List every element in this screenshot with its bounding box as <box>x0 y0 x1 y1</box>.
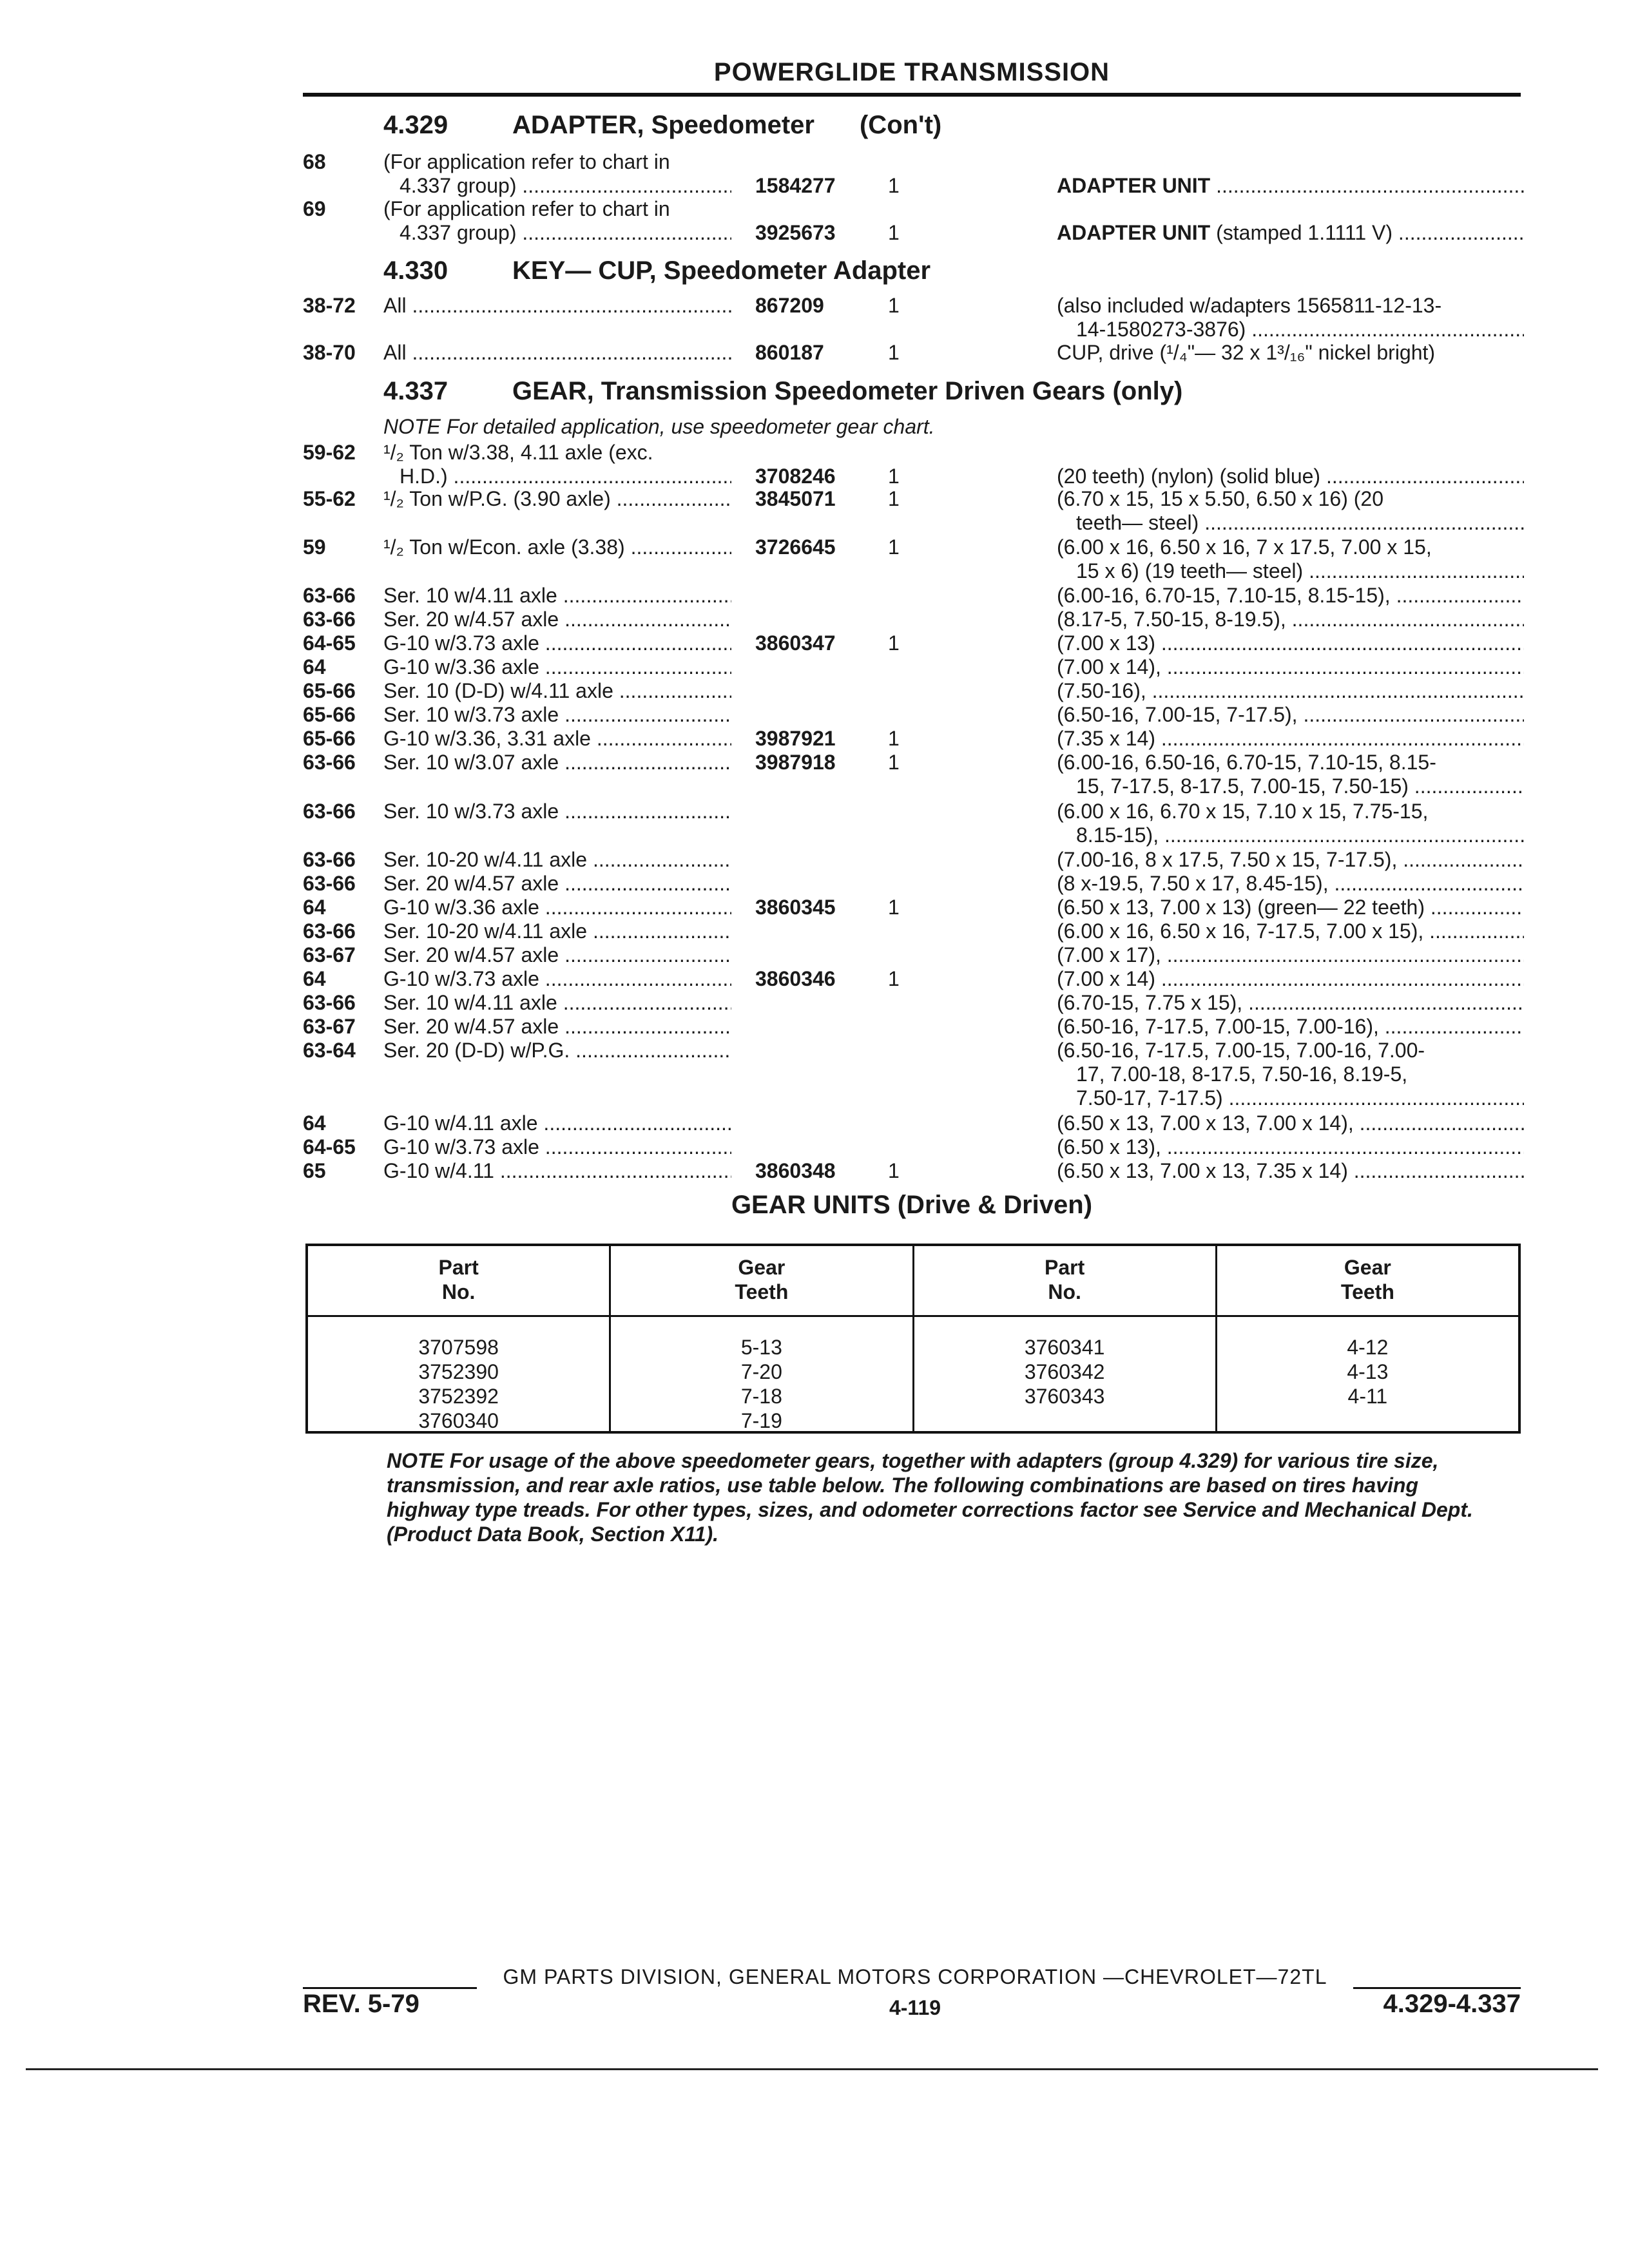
description-text: G-10 w/3.73 axle ..... <box>383 1135 731 1158</box>
description <box>383 726 731 751</box>
description <box>383 1038 731 1062</box>
quantity: 1 <box>888 221 900 244</box>
row-line <box>0 173 1629 198</box>
description <box>383 1135 731 1159</box>
cell: 4-11 <box>1347 1385 1388 1408</box>
remarks <box>1057 220 1524 245</box>
quantity: 1 <box>888 967 900 990</box>
remarks-text: 15, 7-17.5, 8-17.5, 7.00-15, 7.50-15) ..... <box>1076 774 1524 798</box>
remarks-text: (6.00 x 16, 6.70 x 15, 7.10 x 15, 7.75-15, <box>1057 800 1429 823</box>
description <box>383 340 731 365</box>
section-number: 4.330 <box>383 256 448 285</box>
row-line <box>0 919 1629 943</box>
remarks <box>1057 340 1524 365</box>
year-range: 59-62 <box>303 441 356 464</box>
cell: 3752392 <box>418 1385 499 1408</box>
remarks <box>1057 631 1524 655</box>
year-range: 63-66 <box>303 848 356 871</box>
description-text: Ser. 20 w/4.57 axle ..... <box>383 608 731 631</box>
gear-units-title: GEAR UNITS (Drive & Driven) <box>731 1191 1093 1219</box>
row-line <box>0 1062 1629 1086</box>
remarks-text: (7.50-16), ..... <box>1057 679 1524 702</box>
description-text: ¹/₂ Ton w/Econ. axle (3.38) ..... <box>383 535 731 559</box>
cell: 5-13 <box>740 1336 782 1359</box>
gear-col-part-1 <box>308 1246 611 1431</box>
row-line <box>0 631 1629 655</box>
remarks-text: (6.50 x 13, 7.00 x 13, 7.35 x 14) ..... <box>1057 1159 1524 1182</box>
remarks <box>1076 510 1524 535</box>
remarks-text: (6.50-16, 7-17.5, 7.00-15, 7.00-16, 7.00- <box>1057 1039 1425 1062</box>
remarks-text: 17, 7.00-18, 8-17.5, 7.50-16, 8.19-5, <box>1076 1062 1408 1086</box>
usage-note: NOTE For usage of the above speedometer gears, together with adapters (group 4.329) for various tire size, transmission, and rear axle ratios, use table below. The following combinations are based on tires having highway type treads. For other types, sizes, and odometer corrections factor see Service and Mechanical Dept. (Product Data Book, Section X11). <box>387 1449 1473 1546</box>
section-header-4337 <box>383 377 1182 406</box>
row-line <box>0 1038 1629 1062</box>
remarks-bold: ADAPTER UNIT <box>1057 221 1211 244</box>
cell: 7-20 <box>740 1360 782 1383</box>
page-title: POWERGLIDE TRANSMISSION <box>713 58 1110 86</box>
year-range: 63-66 <box>303 608 356 631</box>
description-text: ¹/₂ Ton w/3.38, 4.11 axle (exc. <box>383 441 653 464</box>
description-text: G-10 w/4.11 axle ..... <box>383 1111 731 1135</box>
col-header-line: Gear <box>1344 1256 1391 1279</box>
year-range: 63-67 <box>303 943 356 966</box>
remarks-text: 7.50-17, 7-17.5) ..... <box>1076 1086 1524 1110</box>
col-header <box>611 1246 912 1317</box>
part-number: 3726645 <box>755 535 836 559</box>
gear-col-part-2 <box>914 1246 1217 1431</box>
description <box>383 440 731 465</box>
col-header-line: Teeth <box>735 1280 789 1303</box>
page-number: 4-119 <box>889 1996 941 2019</box>
col-header <box>308 1246 609 1317</box>
group-range: 4.329-4.337 <box>1383 1990 1521 2018</box>
remarks-text: (6.50 x 13, 7.00 x 13, 7.00 x 14), ..... <box>1057 1111 1524 1135</box>
description-text: G-10 w/3.36 axle ..... <box>383 655 731 678</box>
remarks <box>1057 919 1524 943</box>
year-range: 64 <box>303 655 326 678</box>
row-line <box>0 823 1629 847</box>
year-range: 65 <box>303 1159 326 1182</box>
remarks <box>1057 847 1524 872</box>
quantity: 1 <box>888 341 900 364</box>
remarks-text: (6.50 x 13), ..... <box>1057 1135 1524 1158</box>
remarks <box>1057 990 1524 1015</box>
cell: 3760341 <box>1024 1336 1105 1359</box>
cell: 4-12 <box>1347 1336 1389 1359</box>
description <box>383 990 731 1015</box>
description-text: Ser. 10-20 w/4.11 axle ..... <box>383 848 731 871</box>
quantity: 1 <box>888 487 900 510</box>
row-line <box>0 750 1629 774</box>
part-number: 3987918 <box>755 751 836 774</box>
remarks <box>1057 583 1524 608</box>
remarks <box>1057 1158 1524 1183</box>
description <box>383 486 731 511</box>
row-line <box>0 197 1629 221</box>
note-4337: NOTE For detailed application, use speedometer gear chart. <box>383 415 935 438</box>
remarks-text: (6.50-16, 7.00-15, 7-17.5), ..... <box>1057 703 1524 726</box>
description <box>383 702 731 727</box>
remarks <box>1076 823 1524 847</box>
description <box>383 919 731 943</box>
year-range: 63-66 <box>303 584 356 607</box>
remarks-text: 14-1580273-3876) ..... <box>1076 318 1524 341</box>
section-header-4329 <box>383 111 941 140</box>
year-range: 63-66 <box>303 751 356 774</box>
row-line <box>0 1086 1629 1110</box>
description-text: Ser. 10 (D-D) w/4.11 axle ..... <box>383 679 731 702</box>
quantity: 1 <box>888 631 900 655</box>
col-header-line: Teeth <box>1340 1280 1394 1303</box>
description-text: Ser. 10-20 w/4.11 axle ..... <box>383 919 731 943</box>
description <box>383 1111 731 1135</box>
section-title: GEAR, Transmission Speedometer Driven Gears (only) <box>512 377 1183 405</box>
remarks <box>1057 1038 1524 1062</box>
remarks-text: (7.35 x 14) ..... <box>1057 727 1524 750</box>
year-range: 63-66 <box>303 991 356 1014</box>
description-text: Ser. 10 w/4.11 axle ..... <box>383 584 731 607</box>
description-text: G-10 w/3.73 axle ..... <box>383 631 731 655</box>
row-line <box>0 317 1629 341</box>
part-number: 3860346 <box>755 967 836 990</box>
year-range: 64 <box>303 896 326 919</box>
section-suffix: (Con't) <box>859 111 942 139</box>
part-number: 3860345 <box>755 896 836 919</box>
remarks <box>1057 702 1524 727</box>
col-header-line: Part <box>1045 1256 1085 1279</box>
row-line <box>0 774 1629 798</box>
description-text: H.D.) ..... <box>400 465 731 488</box>
quantity: 1 <box>888 751 900 774</box>
section-number: 4.337 <box>383 377 448 405</box>
description <box>383 966 731 991</box>
part-number: 867209 <box>755 294 824 317</box>
col-header-line: No. <box>1048 1280 1081 1303</box>
description-text: (For application refer to chart in <box>383 150 670 173</box>
remarks <box>1057 464 1524 488</box>
year-range: 68 <box>303 150 326 173</box>
col-body <box>914 1317 1215 1408</box>
description-text: Ser. 20 (D-D) w/P.G. ..... <box>383 1039 731 1062</box>
col-header-line: Part <box>438 1256 479 1279</box>
description <box>383 149 731 174</box>
remarks <box>1076 317 1524 341</box>
part-number: 3860348 <box>755 1159 836 1182</box>
description <box>383 293 731 318</box>
row-line <box>0 847 1629 872</box>
section-title: ADAPTER, Speedometer <box>512 111 815 139</box>
remarks-text: (8.17-5, 7.50-15, 8-19.5), ..... <box>1057 608 1524 631</box>
description-text: 4.337 group) ..... <box>400 221 731 244</box>
remarks <box>1057 1014 1524 1039</box>
remarks <box>1057 1111 1524 1135</box>
remarks <box>1076 1062 1524 1086</box>
description-text: G-10 w/3.73 axle ..... <box>383 967 731 990</box>
col-body <box>308 1317 609 1433</box>
description <box>383 678 731 703</box>
part-number: 3845071 <box>755 487 836 510</box>
remarks-text: (6.70 x 15, 15 x 5.50, 6.50 x 16) (20 <box>1057 487 1383 510</box>
col-header-line: Gear <box>738 1256 786 1279</box>
row-line <box>0 702 1629 727</box>
description-text: (For application refer to chart in <box>383 197 670 220</box>
row-line <box>0 799 1629 823</box>
remarks <box>1057 1135 1524 1159</box>
row-line <box>0 1111 1629 1135</box>
row-line <box>0 1014 1629 1039</box>
year-range: 65-66 <box>303 727 356 750</box>
cell: 3707598 <box>418 1336 499 1359</box>
row-line <box>0 990 1629 1015</box>
year-range: 64 <box>303 1111 326 1135</box>
year-range: 69 <box>303 197 326 220</box>
quantity: 1 <box>888 1159 900 1182</box>
description-text: G-10 w/3.36 axle ..... <box>383 896 731 919</box>
description <box>400 464 731 488</box>
year-range: 64-65 <box>303 1135 356 1158</box>
remarks-text: (6.50-16, 7-17.5, 7.00-15, 7.00-16), ..... <box>1057 1015 1524 1038</box>
description <box>383 871 731 896</box>
row-line <box>0 655 1629 679</box>
description <box>383 583 731 608</box>
description-text: 4.337 group) ..... <box>400 174 731 197</box>
year-range: 63-66 <box>303 919 356 943</box>
remarks <box>1057 895 1524 919</box>
remarks-text: (6.00-16, 6.50-16, 6.70-15, 7.10-15, 8.15- <box>1057 751 1436 774</box>
description-text: G-10 w/4.11 ..... <box>383 1159 731 1182</box>
part-number: 3925673 <box>755 221 836 244</box>
quantity: 1 <box>888 465 900 488</box>
row-line <box>0 607 1629 631</box>
description <box>383 847 731 872</box>
part-number: 3860347 <box>755 631 836 655</box>
row-line <box>0 510 1629 535</box>
remarks <box>1057 173 1524 198</box>
year-range: 65-66 <box>303 703 356 726</box>
quantity: 1 <box>888 535 900 559</box>
year-range: 64 <box>303 967 326 990</box>
description <box>383 655 731 679</box>
description-text: All ..... <box>383 341 731 364</box>
year-range: 59 <box>303 535 326 559</box>
remarks <box>1057 943 1524 967</box>
remarks <box>1057 607 1524 631</box>
row-line <box>0 340 1629 365</box>
remarks-text: ADAPTER UNIT (stamped 1.1111 V) ..... <box>1057 221 1524 244</box>
col-body <box>1217 1317 1518 1408</box>
cell: 3760340 <box>418 1409 499 1432</box>
year-range: 38-70 <box>303 341 356 364</box>
description <box>383 197 731 221</box>
description-text: G-10 w/3.36, 3.31 axle ..... <box>383 727 731 750</box>
cell: 7-18 <box>740 1385 782 1408</box>
row-line <box>0 583 1629 608</box>
remarks-text: (7.00 x 17), ..... <box>1057 943 1524 966</box>
year-range: 64-65 <box>303 631 356 655</box>
row-line <box>0 486 1629 511</box>
row-line <box>0 726 1629 751</box>
remarks <box>1057 966 1524 991</box>
year-range: 55-62 <box>303 487 356 510</box>
remarks <box>1076 774 1524 798</box>
year-range: 63-64 <box>303 1039 356 1062</box>
remarks-text: (6.70-15, 7.75 x 15), ..... <box>1057 991 1524 1014</box>
row-line <box>0 871 1629 896</box>
description-text: All ..... <box>383 294 731 317</box>
gear-units-table <box>305 1244 1521 1434</box>
quantity: 1 <box>888 294 900 317</box>
description <box>383 799 731 823</box>
year-range: 65-66 <box>303 679 356 702</box>
remarks <box>1076 559 1524 583</box>
part-number: 860187 <box>755 341 824 364</box>
row-line <box>0 1158 1629 1183</box>
remarks-text: CUP, drive (¹/₄"— 32 x 1³/₁₆" nickel bright) <box>1057 341 1436 364</box>
gear-col-teeth-1 <box>611 1246 914 1431</box>
gear-col-teeth-2 <box>1217 1246 1518 1431</box>
part-number: 3708246 <box>755 465 836 488</box>
year-range: 63-66 <box>303 872 356 895</box>
col-body <box>611 1317 912 1433</box>
section-title: KEY— CUP, Speedometer Adapter <box>512 256 931 285</box>
description <box>383 1158 731 1183</box>
remarks <box>1057 486 1524 511</box>
row-line <box>0 966 1629 991</box>
quantity: 1 <box>888 727 900 750</box>
remarks <box>1057 750 1524 774</box>
remarks <box>1057 799 1524 823</box>
description <box>400 220 731 245</box>
row-line <box>0 464 1629 488</box>
remarks-text: (6.00 x 16, 6.50 x 16, 7-17.5, 7.00 x 15), ..... <box>1057 919 1524 943</box>
col-header <box>914 1246 1215 1317</box>
footer-publisher: GM PARTS DIVISION, GENERAL MOTORS CORPORATION —CHEVROLET—72TL <box>503 1965 1327 1988</box>
revision-date: REV. 5-79 <box>303 1990 419 2018</box>
description-text: Ser. 20 w/4.57 axle ..... <box>383 872 731 895</box>
description <box>383 535 731 559</box>
remarks-text: teeth— steel) ..... <box>1076 511 1524 534</box>
description-text: ¹/₂ Ton w/P.G. (3.90 axle) ..... <box>383 487 731 510</box>
quantity: 1 <box>888 174 900 197</box>
remarks-text: 8.15-15), ..... <box>1076 823 1524 847</box>
row-line <box>0 678 1629 703</box>
cell: 3760342 <box>1024 1360 1105 1383</box>
description <box>383 1014 731 1039</box>
row-line <box>0 943 1629 967</box>
remarks <box>1057 293 1524 318</box>
description-text: Ser. 10 w/3.73 axle ..... <box>383 703 731 726</box>
cell: 3760343 <box>1024 1385 1105 1408</box>
section-number: 4.329 <box>383 111 448 139</box>
section-header-4330 <box>383 256 930 285</box>
row-line <box>0 1135 1629 1159</box>
top-rule <box>303 93 1521 97</box>
quantity: 1 <box>888 896 900 919</box>
remarks <box>1057 678 1524 703</box>
row-line <box>0 895 1629 919</box>
remarks-text <box>1057 174 1524 197</box>
remarks <box>1057 726 1524 751</box>
remarks-text: (7.00 x 13) ..... <box>1057 631 1524 655</box>
remarks <box>1076 1086 1524 1110</box>
remarks <box>1057 871 1524 896</box>
description <box>383 607 731 631</box>
remarks-text: (6.00 x 16, 6.50 x 16, 7 x 17.5, 7.00 x 15, <box>1057 535 1432 559</box>
description <box>383 631 731 655</box>
description-text: Ser. 20 w/4.57 axle ..... <box>383 1015 731 1038</box>
col-header-line: No. <box>441 1280 476 1303</box>
cell: 3752390 <box>418 1360 499 1383</box>
description-text: Ser. 20 w/4.57 axle ..... <box>383 943 731 966</box>
remarks <box>1057 655 1524 679</box>
remarks-text: (6.50 x 13, 7.00 x 13) (green— 22 teeth) ..... <box>1057 896 1524 919</box>
description <box>383 750 731 774</box>
row-line <box>0 220 1629 245</box>
cell: 4-13 <box>1347 1360 1389 1383</box>
cell: 7-19 <box>740 1409 782 1432</box>
row-line <box>0 293 1629 318</box>
part-number: 3987921 <box>755 727 836 750</box>
remarks-text: (also included w/adapters 1565811-12-13- <box>1057 294 1442 317</box>
bottom-rule <box>26 2068 1598 2070</box>
remarks <box>1057 535 1524 559</box>
part-number: 1584277 <box>755 174 836 197</box>
remarks-bold: ADAPTER UNIT <box>1057 174 1211 197</box>
col-header <box>1217 1246 1518 1317</box>
row-line <box>0 440 1629 465</box>
remarks-text: (8 x-19.5, 7.50 x 17, 8.45-15), ..... <box>1057 872 1524 895</box>
remarks-text: (7.00 x 14) ..... <box>1057 967 1524 990</box>
row-line <box>0 559 1629 583</box>
description <box>400 173 731 198</box>
footer-rule-right <box>1353 1987 1521 1989</box>
remarks-text: (7.00 x 14), ..... <box>1057 655 1524 678</box>
remarks-text: (6.00-16, 6.70-15, 7.10-15, 8.15-15), ..... <box>1057 584 1524 607</box>
footer-rule-left <box>303 1987 477 1989</box>
remarks-text: 15 x 6) (19 teeth— steel) ..... <box>1076 559 1524 582</box>
description <box>383 943 731 967</box>
description <box>383 895 731 919</box>
row-line <box>0 149 1629 174</box>
row-line <box>0 535 1629 559</box>
year-range: 38-72 <box>303 294 356 317</box>
year-range: 63-67 <box>303 1015 356 1038</box>
remarks-text: (20 teeth) (nylon) (solid blue) ..... <box>1057 465 1524 488</box>
remarks-text: (7.00-16, 8 x 17.5, 7.50 x 15, 7-17.5), ..... <box>1057 848 1524 871</box>
description-text: Ser. 10 w/4.11 axle ..... <box>383 991 731 1014</box>
description-text: Ser. 10 w/3.73 axle ..... <box>383 800 731 823</box>
year-range: 63-66 <box>303 800 356 823</box>
description-text: Ser. 10 w/3.07 axle ..... <box>383 751 731 774</box>
